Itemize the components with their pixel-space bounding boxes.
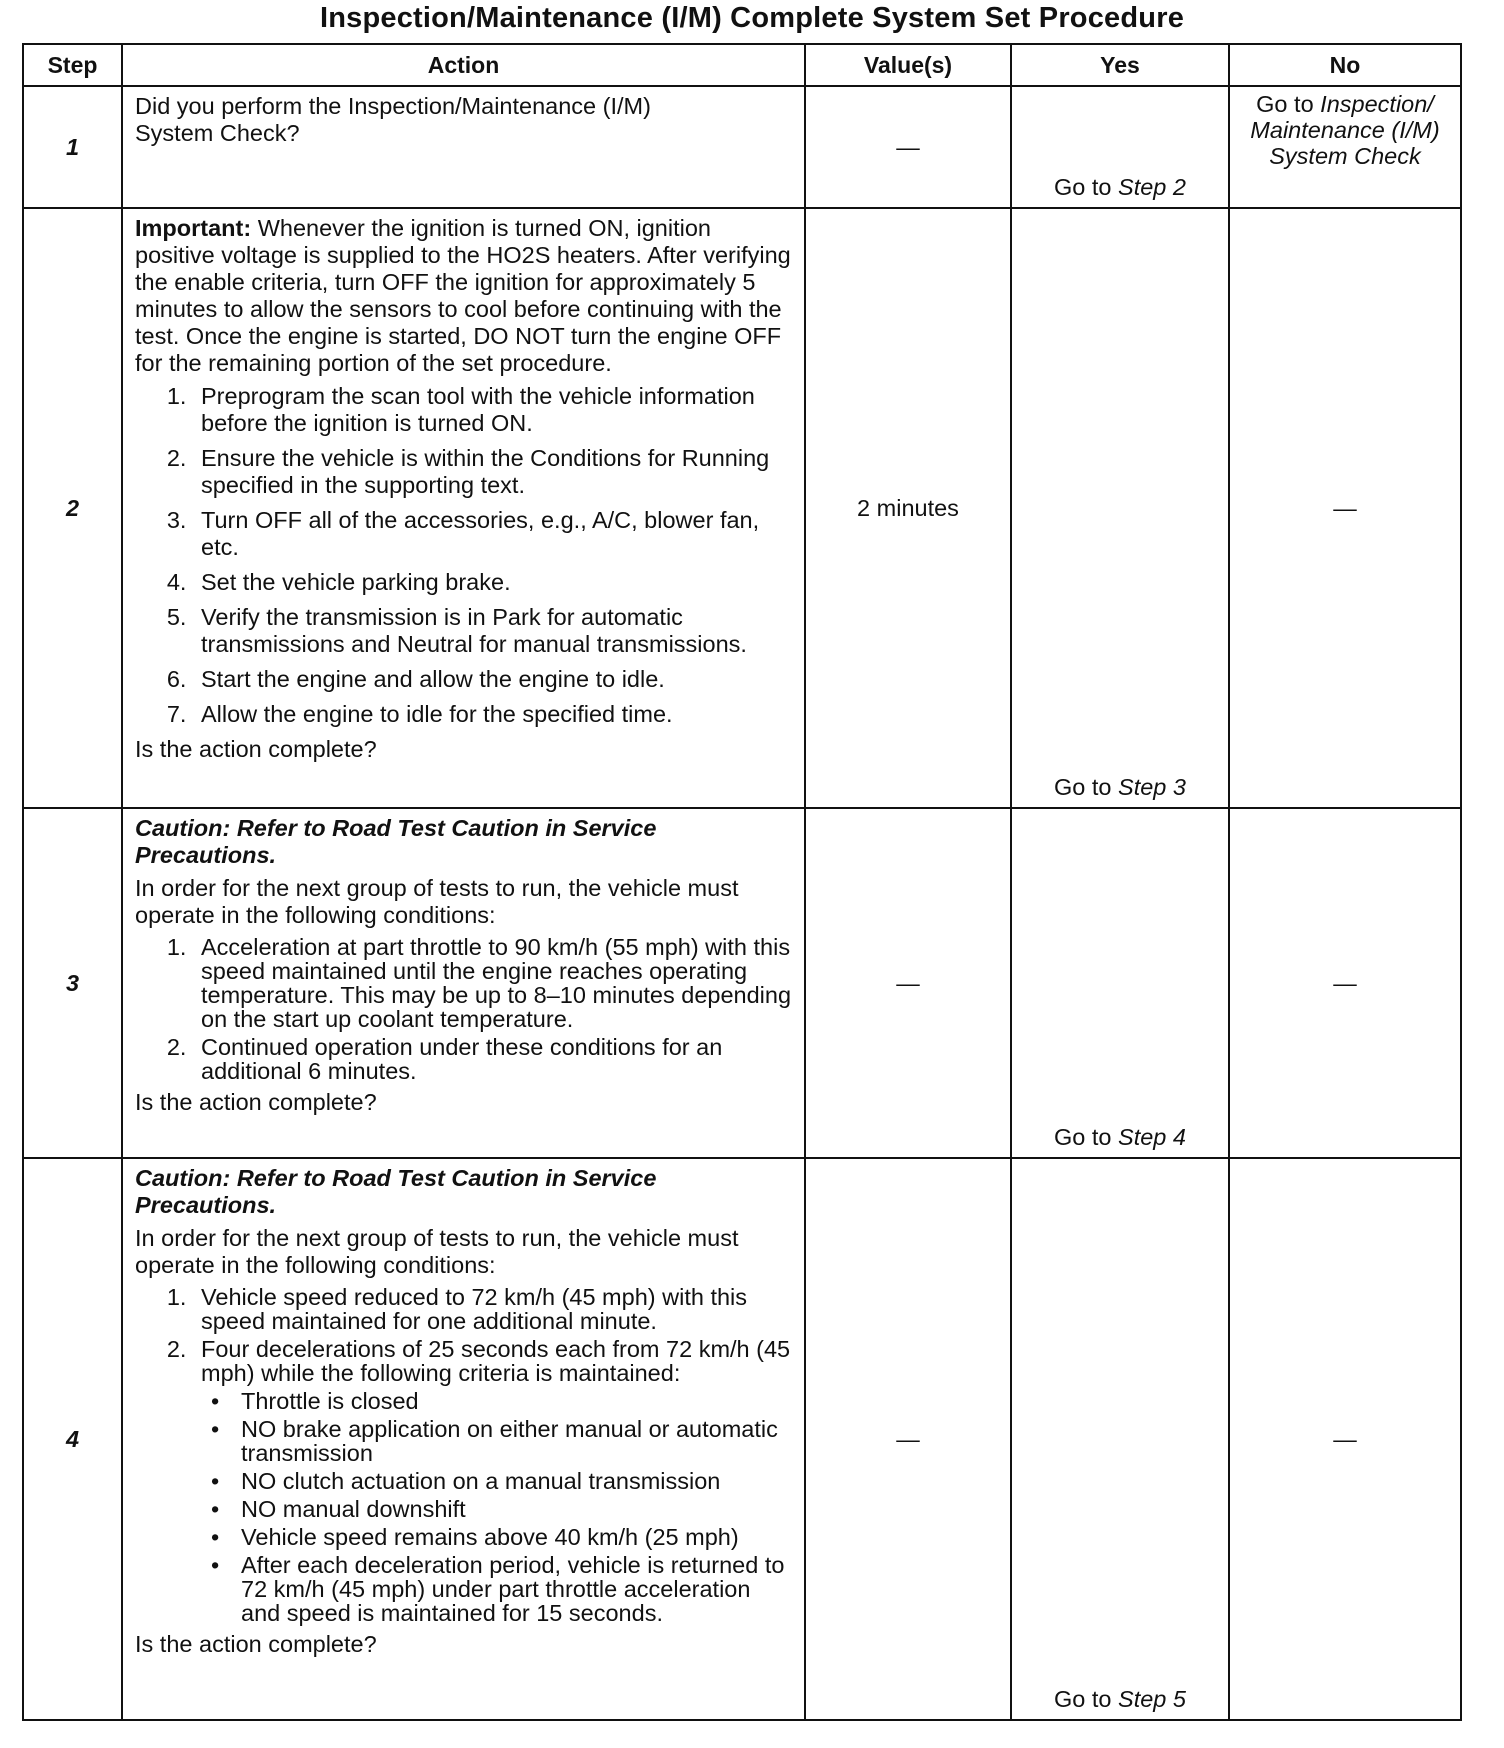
- header-step: Step: [23, 44, 122, 86]
- list-item: 1. Vehicle speed reduced to 72 km/h (45 mph) with this speed maintained for one additional minute.: [193, 1285, 794, 1333]
- table-row-step-2: [23, 208, 1461, 808]
- important-text: Whenever the ignition is turned ON, ignition positive voltage is supplied to the HO2S heaters. After verifying the enable criteria, turn OFF the ignition for approximately 5 minutes to allow the sensors to cool before continuing with the test. Once the engine is started, DO NOT turn the engine OFF for the remaining portion of the set procedure.: [135, 215, 791, 376]
- value-cell: —: [805, 86, 1011, 208]
- list-item: 1. Acceleration at part throttle to 90 km/h (55 mph) with this speed maintained until the engine reaches operating temperature. This may be up to 8–10 minutes depending on the start up coolant temperature.: [193, 935, 794, 1031]
- action-text: Did you perform the Inspection/Maintenance (I/M) System Check?: [135, 93, 651, 146]
- yes-cell: [1011, 86, 1229, 208]
- go-to-label: Go to: [1054, 774, 1112, 800]
- step-list: [135, 935, 794, 1083]
- list-item: 4. Set the vehicle parking brake.: [193, 569, 794, 596]
- important-label: Important:: [135, 215, 252, 241]
- list-item: [193, 1337, 794, 1625]
- page-title: Inspection/Maintenance (I/M) Complete System Set Procedure: [319, 2, 1185, 34]
- list-item: 5. Verify the transmission is in Park for automatic transmissions and Neutral for manual transmissions.: [193, 604, 794, 658]
- conditions-intro: In order for the next group of tests to run, the vehicle must operate in the following conditions:: [135, 1225, 739, 1278]
- step-number: 4: [23, 1158, 122, 1720]
- value-cell: —: [805, 808, 1011, 1158]
- yes-target: Step 2: [1118, 174, 1186, 200]
- important-note: [135, 215, 794, 377]
- header-yes: Yes: [1011, 44, 1229, 86]
- list-item: 6. Start the engine and allow the engine to idle.: [193, 666, 794, 693]
- bullet-item: • After each deceleration period, vehicle is returned to 72 km/h (45 mph) under part throttle acceleration and speed is maintained for 15 seconds.: [233, 1553, 794, 1625]
- action-cell: [122, 1158, 805, 1720]
- no-target: Inspection/ Maintenance (I/M) System Check: [1250, 91, 1440, 169]
- header-no: No: [1229, 44, 1461, 86]
- step-list: [135, 1285, 794, 1625]
- header-values: Value(s): [805, 44, 1011, 86]
- step-list: [135, 383, 794, 728]
- bullet-item: • Throttle is closed: [233, 1389, 794, 1413]
- list-item: 2. Continued operation under these conditions for an additional 6 minutes.: [193, 1035, 794, 1083]
- go-to-label: Go to: [1054, 174, 1112, 200]
- criteria-list: [201, 1389, 794, 1625]
- bullet-item: • NO clutch actuation on a manual transmission: [233, 1469, 794, 1493]
- yes-target: Step 3: [1118, 774, 1186, 800]
- step-number: 1: [23, 86, 122, 208]
- table-row-step-1: [23, 86, 1461, 208]
- conditions-intro: In order for the next group of tests to run, the vehicle must operate in the following conditions:: [135, 875, 739, 928]
- header-row: [23, 44, 1461, 86]
- procedure-table: [22, 43, 1462, 1721]
- go-to-label: Go to: [1054, 1124, 1112, 1150]
- no-cell: [1229, 86, 1461, 208]
- list-item: 1. Preprogram the scan tool with the vehicle information before the ignition is turned ON.: [193, 383, 794, 437]
- list-item-text: Four decelerations of 25 seconds each from 72 km/h (45 mph) while the following criteria is maintained:: [201, 1336, 791, 1386]
- no-cell: —: [1229, 1158, 1461, 1720]
- bullet-item: • NO brake application on either manual or automatic transmission: [233, 1417, 794, 1465]
- list-item: 3. Turn OFF all of the accessories, e.g., A/C, blower fan, etc.: [193, 507, 794, 561]
- no-cell: —: [1229, 808, 1461, 1158]
- action-cell: [122, 86, 805, 208]
- go-to-label: Go to: [1256, 91, 1314, 117]
- list-item: 2. Ensure the vehicle is within the Conditions for Running specified in the supporting text.: [193, 445, 794, 499]
- yes-target: Step 5: [1118, 1686, 1186, 1712]
- action-question: Is the action complete?: [135, 1089, 377, 1115]
- value-cell: 2 minutes: [805, 208, 1011, 808]
- action-cell: [122, 208, 805, 808]
- yes-cell: [1011, 1158, 1229, 1720]
- step-number: 3: [23, 808, 122, 1158]
- action-question: Is the action complete?: [135, 1631, 377, 1657]
- table-row-step-4: [23, 1158, 1461, 1720]
- yes-cell: [1011, 808, 1229, 1158]
- yes-target: Step 4: [1118, 1124, 1186, 1150]
- list-item: 7. Allow the engine to idle for the specified time.: [193, 701, 794, 728]
- action-cell: [122, 808, 805, 1158]
- bullet-item: • NO manual downshift: [233, 1497, 794, 1521]
- yes-cell: [1011, 208, 1229, 808]
- step-number: 2: [23, 208, 122, 808]
- bullet-item: • Vehicle speed remains above 40 km/h (25 mph): [233, 1525, 794, 1549]
- no-cell: —: [1229, 208, 1461, 808]
- table-row-step-3: [23, 808, 1461, 1158]
- caution-note: Caution: Refer to Road Test Caution in Service Precautions.: [135, 1165, 657, 1218]
- header-action: Action: [122, 44, 805, 86]
- caution-note: Caution: Refer to Road Test Caution in Service Precautions.: [135, 815, 657, 868]
- value-cell: —: [805, 1158, 1011, 1720]
- action-question: Is the action complete?: [135, 736, 377, 762]
- go-to-label: Go to: [1054, 1686, 1112, 1712]
